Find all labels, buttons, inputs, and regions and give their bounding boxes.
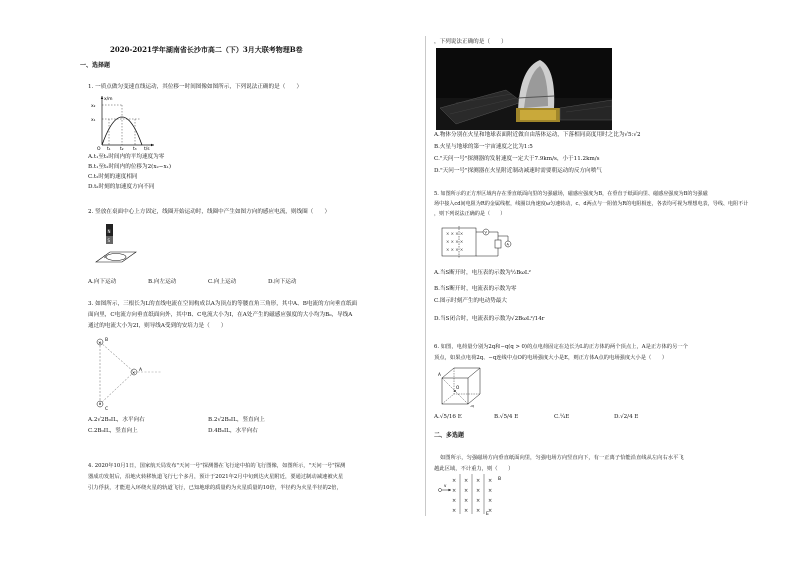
svg-text:×: × [476,478,481,484]
q3-option-a: A.2√2B₀IL，水平向右 [88,417,145,423]
section-heading-choice: 一、选择题 [80,62,111,69]
q3-option-c: C.2B₀IL，竖直向上 [88,428,138,434]
q1-tick-x2: x₂ [91,104,96,109]
q2-magnet-s: S [107,238,111,243]
svg-text:×: × [452,478,457,484]
svg-text:×: × [452,488,457,494]
q2-magnet-n: N [107,229,111,234]
svg-text:×: × [476,488,481,494]
question-6-stem-line-1: 6. 如图，电荷量分别为2q和−q(q > 0)的点电荷固定在边长为L的正方体的两个顶点上，A是正方体的另一个 [434,344,688,350]
q2-option-d: D.向下运动 [268,279,297,285]
section-heading-multi: 二、多选题 [434,432,465,439]
question-2-stem: 2. 竖放在桌面中心上方固定，线圈开始运动时，线圈中产生如图方向的感应电流，则线圈（ ） [88,209,331,215]
q5-option-a: A.当S断开时，电压表的示数为½BωL² [434,270,531,276]
q4-option-b: B.火星与地球的第一宇宙速度之比为1:5 [434,144,533,150]
q1-tick-t2: t₂ [120,147,124,151]
q5-option-b: B.当S断开时，电流表的示数为零 [434,286,517,292]
svg-text:×: × [132,370,136,375]
q7-label-v: v [444,483,447,488]
question-5-stem-line-3: ，则下列说法正确的是（ ） [434,211,506,217]
q6-label-o: O [456,385,460,390]
q4-option-d: D."天问一号"探测器在火星附近制动减速时需要朝运动的反方向喷气 [434,168,602,174]
q1-option-b: B.t₁至t₂时间内的位移为2(x₂−x₁) [88,164,172,170]
q1-tick-x1: x₁ [91,118,96,123]
svg-text:×: × [488,478,493,484]
paper-title: 2020-2021学年湖南省长沙市高二（下）3月大联考物理B卷 [110,45,303,54]
q1-y-axis-label: x/m [104,97,113,102]
svg-text:×: × [464,508,469,514]
left-column [80,0,415,562]
question-3-stem-line-3: 通过的电流大小为2I，则导线A受到的安培力是（ ） [88,323,227,329]
q3-option-b: B.2√2B₀IL，竖直向上 [208,417,265,423]
question-3-stem-line-2: 面向里，C电流方向垂直纸面向外，其中B、C电流大小为I，在A处产生的磁感应强度的大小均为B₀，导线A [88,312,353,318]
q6-option-b: B.√5/4 E [494,414,519,420]
question-4-stem-line-3: 引力俘获，才能进入环绕火星的轨道飞行，已知地球的质量约为火星质量的10倍，半径约为火星半径的2倍， [88,485,342,491]
svg-text:×: × [488,498,493,504]
svg-text:× × × ×: × × × × [446,231,464,236]
q3-option-d: D.4B₀IL，水平向右 [208,428,258,434]
question-4-stem-line-1: 4. 2020年10月1日，国家航天局发布"天问一号"探测器在飞行途中拍的飞行图像，如图所示，"天问一号"探测 [88,463,346,469]
question-3-stem-line-1: 3. 如图所示，三根长为L的直线电流在空间构成以A为顶点的等腰直角三角形，其中A、B电流的方向垂直纸面 [88,301,358,307]
q5-generator-circuit-figure [438,222,520,262]
svg-text:×: × [488,508,493,514]
q1-x-axis-label: t/s [144,147,150,151]
question-4-stem-line-2: 器成功发射后，沿地火转移轨道飞行七个多月，预计于2021年2月中旬到达火星附近，要通过制动减速被火星 [88,474,344,480]
question-4-continuation: ，下列说法正确的是（ ） [434,39,507,45]
question-1-stem: 1. 一质点做匀变速直线运动，其位移一时间图像如图所示，下列说法正确的是（ ） [88,84,303,90]
tianwen-probe-photo [436,48,612,130]
svg-text:×: × [452,498,457,504]
q4-option-c: C."天问一号"探测器的发射速度一定大于7.9km/s，小于11.2km/s [434,156,600,162]
q6-label-neg: -q [470,403,474,408]
right-column [434,0,769,562]
q2-magnet-coil-figure [92,222,142,268]
svg-text:×: × [464,498,469,504]
q2-option-b: B.向左运动 [148,279,177,285]
svg-text:V: V [484,230,487,235]
svg-text:A: A [506,242,509,247]
q1-tick-t1: t₁ [107,147,111,151]
question-5-stem-line-2: 场中接入cd间电阻为R的金属线框，线圈以角速度ω匀速转动，c、d两点与一阻值为R的电阻相连，各表均可视为理想电表，导线、电阻不计 [434,201,749,207]
q7-crossed-fields-figure [436,472,516,516]
svg-text:× × × ×: × × × × [446,247,464,252]
q5-option-d: D.当S闭合时，电流表的示数为√2BωL²/14r [434,316,545,322]
q1-option-c: C.t₂时刻的速度相同 [88,174,138,180]
q6-option-a: A.√5/16 E [434,414,462,420]
q6-cube-charges-figure [438,364,484,408]
q6-option-d: D.√2/4 E [614,414,639,420]
svg-text:×: × [464,478,469,484]
q7-label-b: B [498,477,502,482]
q1-option-d: D.t₂时刻的加速度方向不同 [88,184,155,190]
question-7-stem-line-1: 如图所示，匀强磁场方向垂直纸面向里，匀强电场方向竖直向下，有一正离子恰能沿直线从左向右水平飞 [440,455,684,461]
q6-label-a: A [438,372,441,377]
q2-option-c: C.向上运动 [208,279,237,285]
q3-label-b: B [105,338,109,343]
svg-text:×: × [98,340,102,345]
q6-option-c: C.¼E [554,414,570,420]
svg-text:×: × [464,488,469,494]
question-6-stem-line-2: 顶点，如果点电荷2q、−q连线中点O的电场强度大小是E，则正方体A点的电场强度大小是（ ） [434,355,668,361]
q1-origin: O [97,147,101,151]
q7-label-e: E [486,512,489,516]
svg-text:×: × [476,508,481,514]
q1-tick-t3: t₃ [133,147,137,151]
svg-text:×: × [476,498,481,504]
q1-option-a: A.t₁至t₂时间内的平均速度为零 [88,154,165,160]
q4-option-a: A.物体分别在火星和地球表面附近做自由落体运动，下落相同高度用时之比为√5:√2 [434,132,641,138]
q2-option-a: A.向下运动 [88,279,117,285]
svg-text:× × × ×: × × × × [446,239,464,244]
question-7-stem-line-2: 越此区域，不计重力，则（ ） [434,466,514,472]
q3-label-c: C [105,407,109,412]
q5-option-c: C.图示时刻产生的电动势最大 [434,298,507,304]
q3-wire-triangle-figure [92,336,172,412]
question-5-stem-line-1: 5. 如图所示的正方形区域内存在垂直纸面向里的匀强磁场，磁感应强度为B，在垂直于纸面向里、磁感应强度为B的匀强磁 [434,191,708,197]
column-divider [425,36,426,516]
svg-text:×: × [488,488,493,494]
svg-text:×: × [452,508,457,514]
q3-label-a: A [139,368,143,373]
q1-position-time-graph [88,93,156,151]
